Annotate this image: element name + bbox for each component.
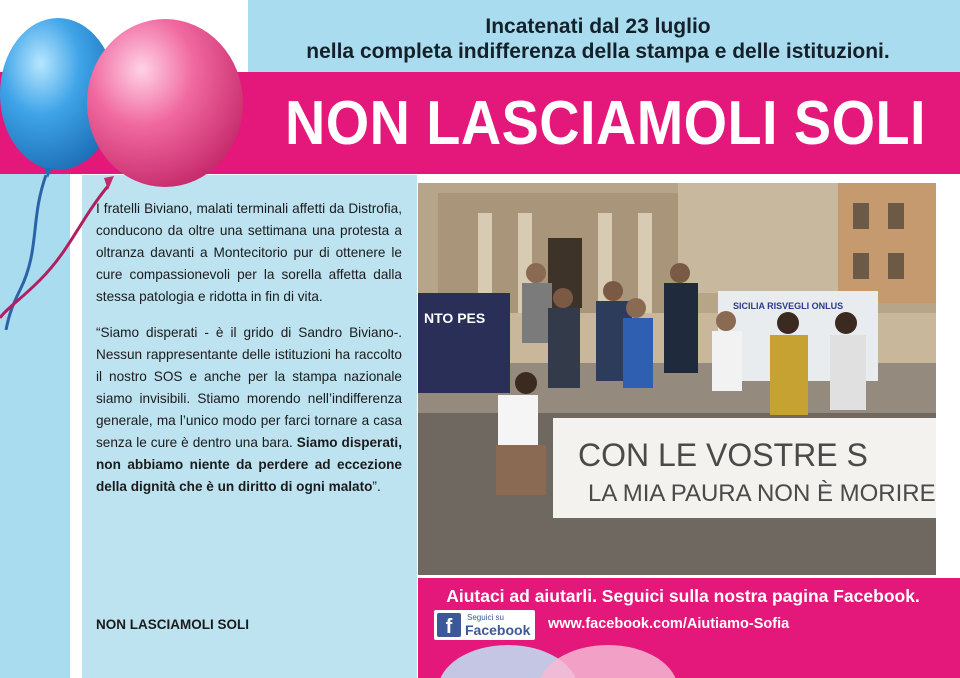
facebook-badge-label: Facebook [465, 622, 531, 638]
quote-end: ”. [372, 479, 381, 494]
footer-call-to-action: Aiutaci ad aiutarli. Seguici sulla nostra pagina Facebook. [446, 586, 920, 606]
subtitle [248, 14, 948, 64]
headline: NON LASCIAMOLI SOLI [285, 89, 926, 158]
closing-slogan: NON LASCIAMOLI SOLI [96, 617, 249, 632]
protest-scene [418, 183, 936, 575]
facebook-page-link[interactable]: www.facebook.com/Aiutiamo-Sofia [548, 616, 790, 632]
photo-banner-line-1: CON LE VOSTRE S [578, 437, 868, 473]
article-body [96, 198, 402, 512]
photo-sign-text: SICILIA RISVEGLI ONLUS [733, 301, 844, 311]
article-paragraph-1: I fratelli Biviano, malati terminali affetti da Distrofia, conducono da oltre una settimana una protesta a oltranza davanti a Montecitorio pur di ottenere le cure compassionevoli per la sorella affetta dalla stessa patologia e ridotta in fin di vita. [96, 201, 402, 304]
protest-photo [418, 183, 936, 575]
subtitle-line-2: nella completa indifferenza della stampa e delle istituzioni. [306, 40, 890, 63]
facebook-follow-button[interactable] [434, 610, 535, 640]
subtitle-line-1: Incatenati dal 23 luglio [485, 15, 711, 38]
photo-left-banner-text: NTO PES [424, 310, 486, 326]
article-paragraph-2 [96, 322, 402, 498]
facebook-badge-small-text: Seguici su [467, 613, 504, 622]
quote-bold: Siamo disperati, non abbiamo niente da perdere ad eccezione della dignità che è un diritto di ogni malato [96, 435, 402, 494]
quote-regular: “Siamo disperati - è il grido di Sandro Biviano-. Nessun rappresentante delle istituzioni ha raccolto il nostro SOS e anche per la stampa nazionale siamo invisibili. Stiamo morendo nell’indifferenza generale, ma l’unico modo per farci tornare a casa senza le cure è dentro una bara. [96, 325, 402, 450]
photo-banner-line-2: LA MIA PAURA NON È MORIRE [588, 480, 936, 507]
faded-balloons-icon [418, 640, 678, 678]
facebook-icon: f [437, 613, 461, 637]
